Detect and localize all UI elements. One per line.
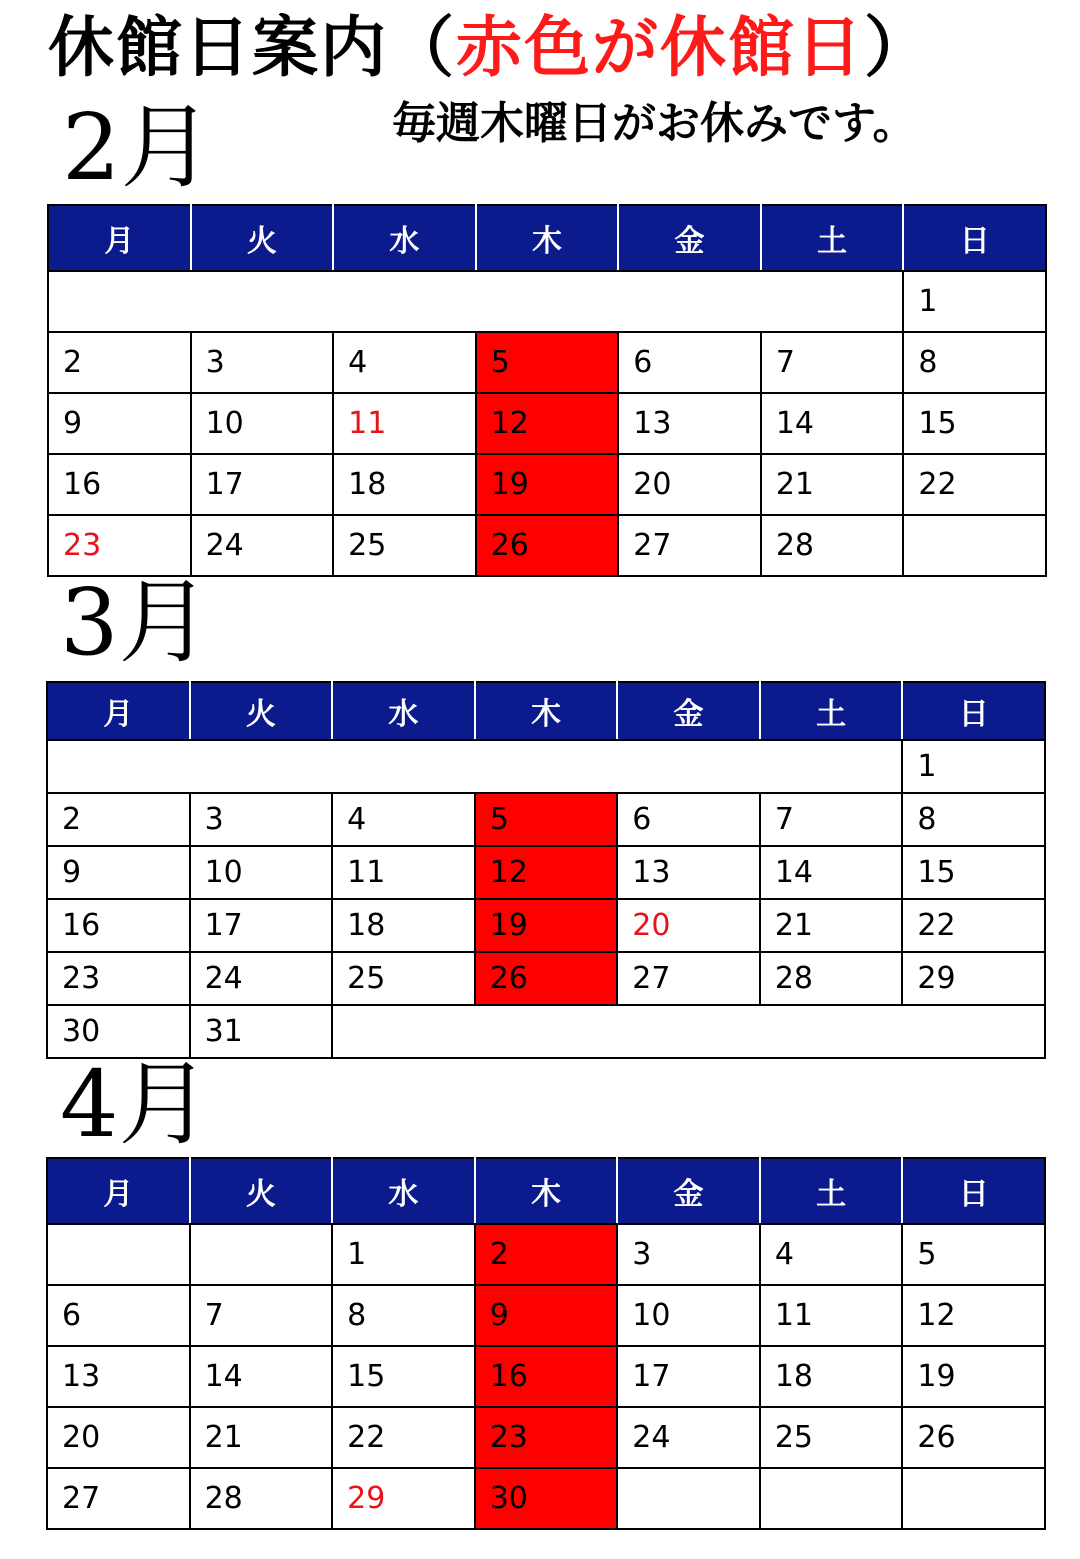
day-cell: 2 bbox=[475, 1224, 618, 1285]
weekday-header: 金 bbox=[617, 682, 760, 740]
page-title bbox=[48, 8, 932, 88]
day-cell: 19 bbox=[475, 899, 618, 952]
calendar-week-row bbox=[47, 846, 1045, 899]
day-cell: 8 bbox=[332, 1285, 475, 1346]
weekday-header: 木 bbox=[476, 205, 619, 271]
day-cell: 15 bbox=[902, 846, 1045, 899]
day-cell: 21 bbox=[760, 899, 903, 952]
weekday-header: 土 bbox=[760, 682, 903, 740]
day-cell: 4 bbox=[332, 793, 475, 846]
day-cell: 22 bbox=[332, 1407, 475, 1468]
day-cell: 15 bbox=[903, 393, 1046, 454]
empty-cell bbox=[332, 1005, 1045, 1058]
day-cell: 17 bbox=[617, 1346, 760, 1407]
calendar-week-row bbox=[47, 740, 1045, 793]
day-cell: 11 bbox=[332, 846, 475, 899]
title-main: 休館日案内（ bbox=[48, 9, 456, 86]
day-cell: 1 bbox=[903, 271, 1046, 332]
day-cell: 12 bbox=[902, 1285, 1045, 1346]
day-cell: 12 bbox=[475, 846, 618, 899]
calendar-feb bbox=[47, 204, 1047, 577]
day-cell: 16 bbox=[48, 454, 191, 515]
day-cell: 13 bbox=[617, 846, 760, 899]
weekday-header: 木 bbox=[475, 1158, 618, 1224]
day-cell: 27 bbox=[618, 515, 761, 576]
calendar-week-row bbox=[47, 899, 1045, 952]
day-cell: 2 bbox=[47, 793, 190, 846]
day-cell: 10 bbox=[191, 393, 334, 454]
day-cell: 20 bbox=[618, 454, 761, 515]
day-cell: 28 bbox=[761, 515, 904, 576]
day-cell: 6 bbox=[618, 332, 761, 393]
day-cell: 10 bbox=[617, 1285, 760, 1346]
weekday-header: 火 bbox=[191, 205, 334, 271]
day-cell: 8 bbox=[903, 332, 1046, 393]
title-close: ） bbox=[864, 9, 932, 86]
day-cell: 13 bbox=[618, 393, 761, 454]
day-cell: 26 bbox=[902, 1407, 1045, 1468]
calendar-mar bbox=[46, 681, 1046, 1059]
title-red-note: 赤色が休館日 bbox=[456, 9, 864, 86]
day-cell: 17 bbox=[190, 899, 333, 952]
day-cell: 24 bbox=[191, 515, 334, 576]
day-cell: 29 bbox=[332, 1468, 475, 1529]
empty-cell bbox=[617, 1468, 760, 1529]
day-cell: 7 bbox=[761, 332, 904, 393]
day-cell: 27 bbox=[617, 952, 760, 1005]
weekday-header: 月 bbox=[47, 682, 190, 740]
calendar-week-row bbox=[48, 271, 1046, 332]
empty-cell bbox=[47, 1224, 190, 1285]
weekday-header: 火 bbox=[190, 1158, 333, 1224]
day-cell: 14 bbox=[761, 393, 904, 454]
day-cell: 25 bbox=[760, 1407, 903, 1468]
weekday-header: 月 bbox=[48, 205, 191, 271]
day-cell: 19 bbox=[902, 1346, 1045, 1407]
day-cell: 11 bbox=[760, 1285, 903, 1346]
day-cell: 26 bbox=[475, 952, 618, 1005]
weekday-header: 金 bbox=[617, 1158, 760, 1224]
day-cell: 31 bbox=[190, 1005, 333, 1058]
calendar-week-row bbox=[48, 332, 1046, 393]
weekday-header: 月 bbox=[47, 1158, 190, 1224]
empty-cell bbox=[902, 1468, 1045, 1529]
day-cell: 18 bbox=[332, 899, 475, 952]
empty-cell bbox=[190, 1224, 333, 1285]
day-cell: 21 bbox=[761, 454, 904, 515]
empty-cell bbox=[48, 271, 903, 332]
day-cell: 6 bbox=[47, 1285, 190, 1346]
day-cell: 26 bbox=[476, 515, 619, 576]
day-cell: 1 bbox=[332, 1224, 475, 1285]
day-cell: 23 bbox=[48, 515, 191, 576]
day-cell: 19 bbox=[476, 454, 619, 515]
day-cell: 29 bbox=[902, 952, 1045, 1005]
day-cell: 28 bbox=[190, 1468, 333, 1529]
day-cell: 9 bbox=[475, 1285, 618, 1346]
day-cell: 18 bbox=[333, 454, 476, 515]
day-cell: 3 bbox=[617, 1224, 760, 1285]
day-cell: 8 bbox=[902, 793, 1045, 846]
day-cell: 5 bbox=[476, 332, 619, 393]
calendar-week-row bbox=[48, 393, 1046, 454]
day-cell: 7 bbox=[760, 793, 903, 846]
day-cell: 24 bbox=[617, 1407, 760, 1468]
day-cell: 15 bbox=[332, 1346, 475, 1407]
weekday-header: 日 bbox=[902, 682, 1045, 740]
day-cell: 5 bbox=[475, 793, 618, 846]
calendar-week-row bbox=[47, 1224, 1045, 1285]
day-cell: 9 bbox=[48, 393, 191, 454]
day-cell: 22 bbox=[902, 899, 1045, 952]
weekday-header: 水 bbox=[332, 1158, 475, 1224]
calendar-week-row bbox=[47, 1285, 1045, 1346]
weekday-header: 火 bbox=[190, 682, 333, 740]
day-cell: 3 bbox=[190, 793, 333, 846]
weekday-header: 日 bbox=[902, 1158, 1045, 1224]
empty-cell bbox=[760, 1468, 903, 1529]
day-cell: 16 bbox=[475, 1346, 618, 1407]
calendar-week-row bbox=[48, 515, 1046, 576]
day-cell: 6 bbox=[617, 793, 760, 846]
day-cell: 28 bbox=[760, 952, 903, 1005]
calendar-week-row bbox=[47, 952, 1045, 1005]
calendar-week-row bbox=[48, 454, 1046, 515]
month-label-apr: 4月 bbox=[60, 1051, 211, 1158]
calendar-apr bbox=[46, 1157, 1046, 1530]
month-label-feb: 2月 bbox=[62, 94, 213, 201]
weekday-header: 水 bbox=[332, 682, 475, 740]
calendar-week-row bbox=[47, 793, 1045, 846]
day-cell: 14 bbox=[190, 1346, 333, 1407]
day-cell: 14 bbox=[760, 846, 903, 899]
weekday-header: 土 bbox=[761, 205, 904, 271]
empty-cell bbox=[903, 515, 1046, 576]
day-cell: 20 bbox=[47, 1407, 190, 1468]
weekday-header: 水 bbox=[333, 205, 476, 271]
day-cell: 22 bbox=[903, 454, 1046, 515]
day-cell: 16 bbox=[47, 899, 190, 952]
weekday-header: 木 bbox=[475, 682, 618, 740]
day-cell: 27 bbox=[47, 1468, 190, 1529]
empty-cell bbox=[47, 740, 902, 793]
day-cell: 17 bbox=[191, 454, 334, 515]
day-cell: 12 bbox=[476, 393, 619, 454]
day-cell: 25 bbox=[333, 515, 476, 576]
day-cell: 13 bbox=[47, 1346, 190, 1407]
day-cell: 11 bbox=[333, 393, 476, 454]
calendar-week-row bbox=[47, 1407, 1045, 1468]
weekday-header: 金 bbox=[618, 205, 761, 271]
day-cell: 7 bbox=[190, 1285, 333, 1346]
day-cell: 23 bbox=[47, 952, 190, 1005]
day-cell: 21 bbox=[190, 1407, 333, 1468]
day-cell: 1 bbox=[902, 740, 1045, 793]
calendar-week-row bbox=[47, 1468, 1045, 1529]
calendar-week-row bbox=[47, 1346, 1045, 1407]
day-cell: 5 bbox=[902, 1224, 1045, 1285]
weekday-header: 土 bbox=[760, 1158, 903, 1224]
month-label-mar: 3月 bbox=[60, 569, 211, 676]
day-cell: 2 bbox=[48, 332, 191, 393]
day-cell: 30 bbox=[47, 1005, 190, 1058]
day-cell: 20 bbox=[617, 899, 760, 952]
day-cell: 10 bbox=[190, 846, 333, 899]
day-cell: 23 bbox=[475, 1407, 618, 1468]
day-cell: 3 bbox=[191, 332, 334, 393]
day-cell: 25 bbox=[332, 952, 475, 1005]
subtitle: 毎週木曜日がお休みです。 bbox=[392, 98, 917, 149]
day-cell: 9 bbox=[47, 846, 190, 899]
day-cell: 4 bbox=[760, 1224, 903, 1285]
weekday-header: 日 bbox=[903, 205, 1046, 271]
day-cell: 4 bbox=[333, 332, 476, 393]
day-cell: 24 bbox=[190, 952, 333, 1005]
day-cell: 18 bbox=[760, 1346, 903, 1407]
day-cell: 30 bbox=[475, 1468, 618, 1529]
